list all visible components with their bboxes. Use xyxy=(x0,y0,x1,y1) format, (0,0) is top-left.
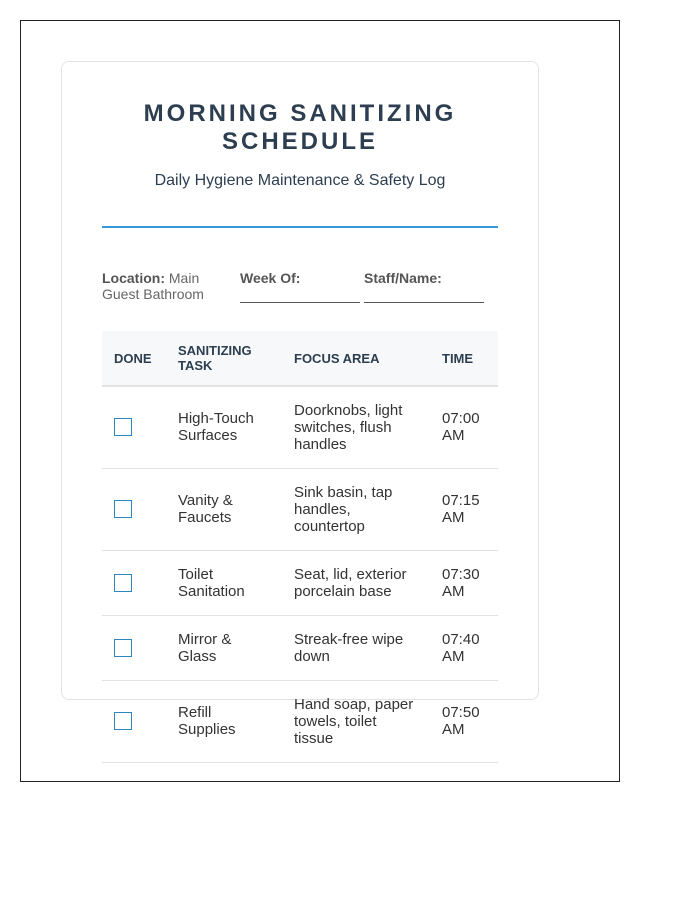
table-row xyxy=(102,386,498,468)
focus-cell: Sink basin, tap handles, countertop xyxy=(282,468,430,550)
location-value: Main Guest Bathroom xyxy=(102,270,204,302)
table-row xyxy=(102,468,498,550)
focus-cell: Doorknobs, light switches, flush handles xyxy=(282,386,430,468)
done-checkbox[interactable] xyxy=(114,418,132,436)
table-row xyxy=(102,550,498,615)
week-field xyxy=(240,270,360,303)
title-divider xyxy=(102,226,498,228)
page-viewport xyxy=(20,20,620,782)
page-title: MORNING SANITIZING SCHEDULE xyxy=(143,100,457,155)
week-input-line[interactable] xyxy=(240,288,360,303)
page-subtitle: Daily Hygiene Maintenance & Safety Log xyxy=(154,172,446,189)
time-cell: 07:40 AM xyxy=(430,615,498,680)
focus-cell: Hand soap, paper towels, toilet tissue xyxy=(282,680,430,762)
focus-cell: Seat, lid, exterior porcelain base xyxy=(282,550,430,615)
table-header-row xyxy=(102,331,498,386)
time-cell: 07:50 AM xyxy=(430,680,498,762)
header-task: SANITIZING TASK xyxy=(166,331,282,386)
week-label: Week Of: xyxy=(240,270,301,286)
header-focus: FOCUS AREA xyxy=(282,331,430,386)
task-cell: Vanity & Faucets xyxy=(166,468,282,550)
task-cell: Refill Supplies xyxy=(166,680,282,762)
task-cell: High-Touch Surfaces xyxy=(166,386,282,468)
staff-label: Staff/Name: xyxy=(364,270,442,286)
table-row xyxy=(102,680,498,762)
staff-input-line[interactable] xyxy=(364,288,484,303)
done-checkbox[interactable] xyxy=(114,639,132,657)
time-cell: 07:00 AM xyxy=(430,386,498,468)
header-time: TIME xyxy=(430,331,498,386)
time-cell: 07:15 AM xyxy=(430,468,498,550)
focus-cell: Streak-free wipe down xyxy=(282,615,430,680)
task-cell: Mirror & Glass xyxy=(166,615,282,680)
done-checkbox[interactable] xyxy=(114,712,132,730)
done-checkbox[interactable] xyxy=(114,500,132,518)
header-done: DONE xyxy=(102,331,166,386)
task-cell: Toilet Sanitation xyxy=(166,550,282,615)
schedule-table xyxy=(102,331,498,763)
staff-field xyxy=(364,270,484,303)
table-row xyxy=(102,615,498,680)
location-label: Location: xyxy=(102,270,165,286)
location-field xyxy=(102,270,227,302)
done-checkbox[interactable] xyxy=(114,574,132,592)
time-cell: 07:30 AM xyxy=(430,550,498,615)
